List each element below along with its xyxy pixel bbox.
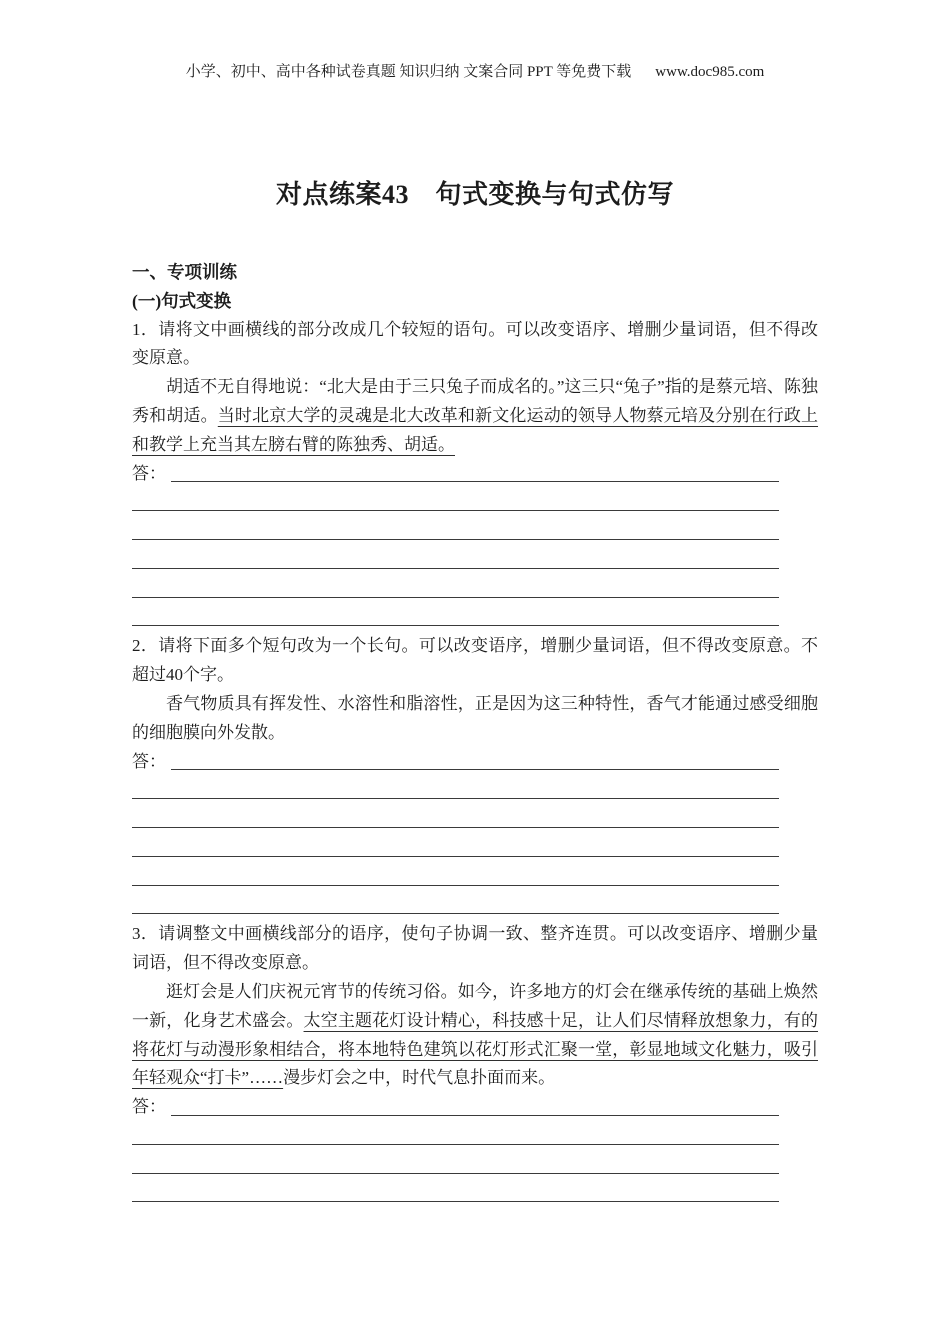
answer-label: 答： — [132, 1097, 166, 1117]
question-prompt — [132, 316, 818, 374]
question-passage — [132, 978, 818, 1093]
question-prompt — [132, 920, 818, 978]
question-block — [132, 920, 818, 1208]
answer-line — [132, 575, 779, 604]
answer-line — [171, 460, 779, 489]
answer-line — [132, 834, 779, 863]
passage-segment: 漫步灯会之中，时代气息扑面而来。 — [283, 1068, 556, 1088]
answer-label: 答： — [132, 751, 166, 771]
answer-area — [132, 460, 779, 633]
question-passage — [132, 373, 818, 459]
answer-area — [132, 1093, 779, 1208]
question-number: 3． — [132, 924, 159, 944]
question-prompt-text: 请将下面多个短句改为一个长句。可以改变语序，增删少量词语，但不得改变原意。不超过40个字。 — [132, 636, 819, 685]
answer-first-row — [132, 460, 779, 489]
answer-line — [132, 1151, 779, 1180]
answer-line — [171, 1093, 779, 1122]
question-prompt-text: 请将文中画横线的部分改成几个较短的语句。可以改变语序、增删少量词语，但不得改变原意。 — [132, 319, 819, 368]
answer-line — [132, 604, 779, 633]
site-header — [132, 0, 818, 83]
passage-segment-underlined: 太空主题花灯设计精心，科技感十足，让人们尽情释放想象力，有的将花灯与动漫形象相结合，将本地特色建筑以花灯形式汇聚一堂，彰显地域文化魅力，吸引年轻观众“打卡”…… — [132, 1010, 819, 1088]
section-heading: 一、专项训练 — [132, 262, 237, 282]
passage-segment: 逛灯会是人们庆祝元宵节的传统习俗。如今，许多地方的灯会在继承传统的基础上焕然一新，化身艺术盛会。 — [132, 981, 818, 1030]
question-prompt — [132, 632, 818, 690]
answer-line — [171, 748, 779, 777]
question-block — [132, 316, 818, 633]
question-passage — [132, 690, 818, 748]
answer-line — [132, 892, 779, 921]
answer-line — [132, 546, 779, 575]
page-title: 对点练案43 句式变换与句式仿写 — [275, 180, 674, 209]
passage-segment: 香气物质具有挥发性、水溶性和脂溶性，正是因为这三种特性，香气才能通过感受细胞的细胞膜向外发散。 — [132, 693, 818, 742]
site-url-link[interactable]: www.doc985.com — [655, 64, 765, 80]
question-block — [132, 632, 818, 920]
question-number: 2． — [132, 636, 159, 656]
passage-segment-underlined: 当时北京大学的灵魂是北大改革和新文化运动的领导人物蔡元培及分别在行政上和教学上充当其左膀右臂的陈独秀、胡适。 — [132, 405, 819, 454]
answer-label: 答： — [132, 463, 166, 483]
header-promo-text: 小学、初中、高中各种试卷真题 知识归纳 文案合同 PPT 等免费下载 — [185, 64, 632, 80]
answer-first-row — [132, 748, 779, 777]
answer-first-row — [132, 1093, 779, 1122]
question-prompt-text: 请调整文中画横线部分的语序，使句子协调一致、整齐连贯。可以改变语序、增删少量词语，但不得改变原意。 — [132, 924, 819, 973]
passage-segment: 胡适不无自得地说：“北大是由于三只兔子而成名的。”这三只“兔子”指的是蔡元培、陈独秀和胡适。 — [132, 377, 818, 425]
answer-area — [132, 748, 779, 921]
answer-line — [132, 805, 779, 834]
answer-line — [132, 776, 779, 805]
questions-container — [132, 316, 818, 1209]
subsection-heading: (一)句式变换 — [132, 290, 232, 311]
answer-line — [132, 1180, 779, 1209]
answer-line — [132, 517, 779, 546]
question-number: 1． — [132, 319, 159, 339]
answer-line — [132, 863, 779, 892]
answer-line — [132, 1122, 779, 1151]
answer-line — [132, 488, 779, 517]
